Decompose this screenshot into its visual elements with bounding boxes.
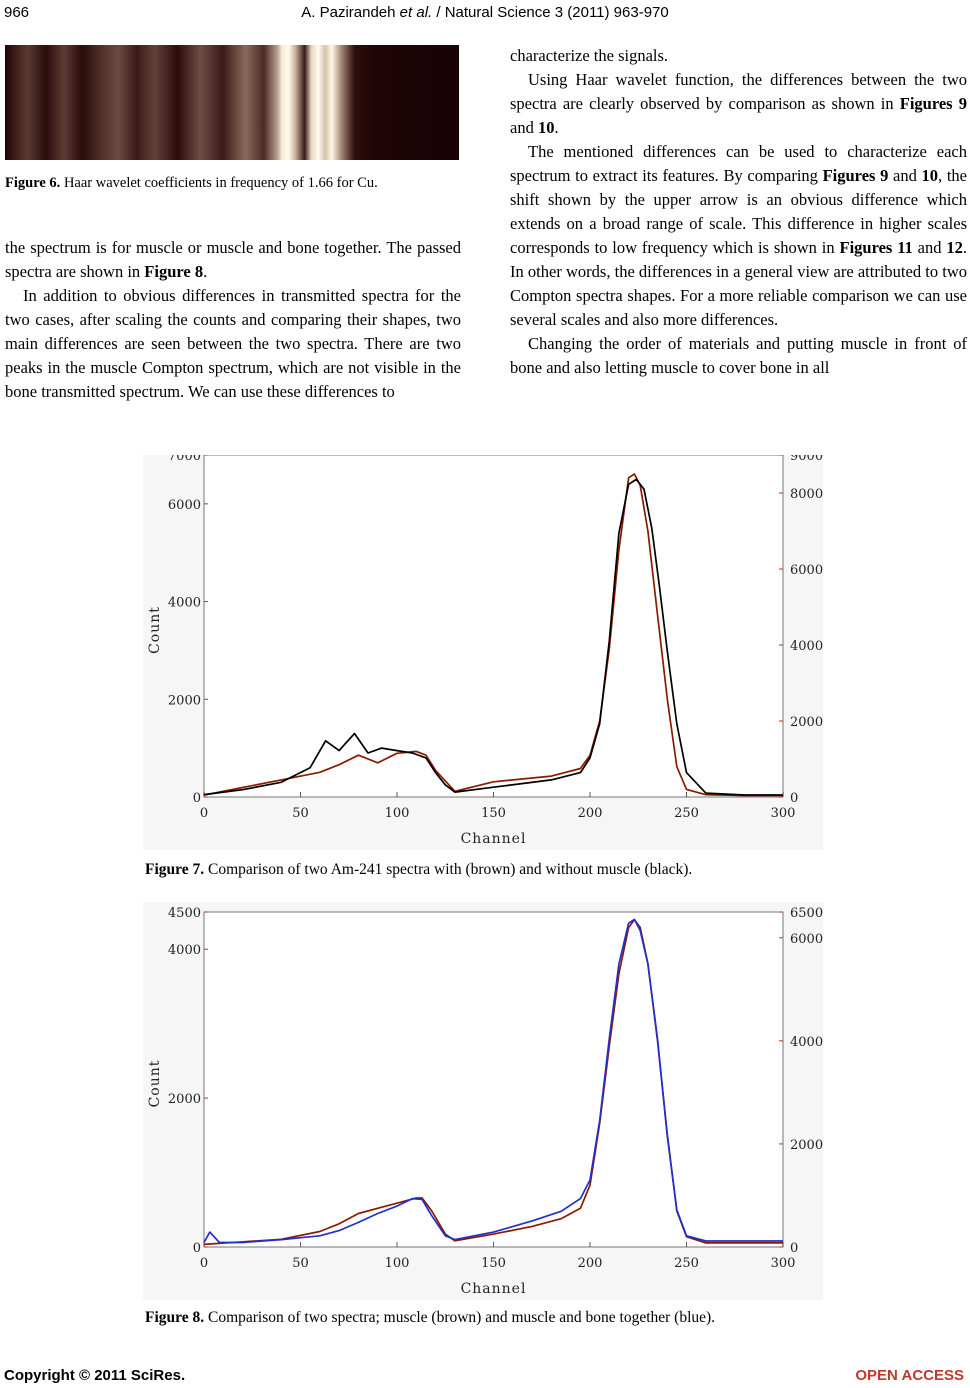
y-right-tick-label: 8000 — [790, 487, 823, 502]
x-tick-label: 300 — [770, 1256, 796, 1271]
right-p2-and2: and — [912, 238, 947, 257]
figure-6-label: Figure 6. — [5, 175, 61, 191]
y-left-tick-label: 4000 — [167, 595, 201, 611]
y-left-tick-label: 2000 — [167, 693, 201, 709]
right-p2-text-c: . In other words, the differences in a general view are attributed to two Compton spectra shapes. For a more reliable comparison we can use several scales and also more differences. — [510, 238, 967, 329]
figure-12-ref: 12 — [946, 238, 963, 257]
right-p2-text-a: The mentioned differences can be used to characterize each spectrum to extract its features. By comparing — [510, 142, 967, 185]
right-p1-end: . — [554, 118, 559, 137]
y-left-tick-label: 0 — [192, 1241, 201, 1256]
figure-9-ref: Figures 9 — [899, 94, 967, 113]
plot-frame — [204, 912, 783, 1247]
x-tick-label: 250 — [674, 806, 699, 821]
x-tick-label: 50 — [292, 1256, 309, 1271]
figure-7-label: Figure 7. — [145, 861, 205, 878]
figure-7-chart — [143, 455, 823, 850]
right-paragraph-1 — [510, 68, 967, 140]
y-right-tick-label: 0 — [790, 1241, 799, 1256]
figure-8-caption — [145, 1309, 715, 1327]
x-axis-label: Channel — [460, 831, 527, 847]
page-number: 966 — [4, 4, 30, 21]
y-left-tick-label: 2000 — [167, 1092, 201, 1108]
left-paragraph-1 — [5, 236, 461, 284]
figure-9-ref-2: Figures 9 — [822, 166, 889, 185]
right-paragraph-2 — [510, 140, 967, 332]
header-journal: / Natural Science 3 (2011) 963-970 — [432, 4, 669, 21]
y-right-tick-label: 0 — [790, 791, 799, 806]
figure-6-caption-text: Haar wavelet coefficients in frequency of 1.66 for Cu. — [60, 175, 378, 191]
x-tick-label: 100 — [384, 806, 410, 821]
right-p2-and: and — [888, 166, 922, 185]
x-tick-label: 0 — [199, 1256, 209, 1271]
y-right-tick-label: 6500 — [790, 906, 823, 921]
open-access-label: OPEN ACCESS — [855, 1367, 964, 1384]
header-etal: et al. — [399, 4, 433, 21]
x-tick-label: 200 — [577, 806, 603, 821]
figure-8-label: Figure 8. — [145, 1309, 205, 1326]
x-tick-label: 100 — [384, 1256, 410, 1271]
y-right-tick-label: 6000 — [790, 563, 823, 578]
figure-8-chart — [143, 902, 823, 1300]
figure-7-plot — [143, 455, 823, 850]
x-axis-label: Channel — [460, 1281, 527, 1297]
right-p1-text: Using Haar wavelet function, the differences between the two spectra are clearly observed by comparison as shown in — [510, 70, 967, 113]
header-authors: A. Pazirandeh — [301, 4, 400, 21]
x-tick-label: 150 — [481, 806, 506, 821]
y-left-tick-label: 4000 — [167, 943, 201, 959]
right-paragraph-3: Changing the order of materials and putting muscle in front of bone and also letting muscle to cover bone in all — [510, 334, 967, 377]
left-p1-text: the spectrum is for muscle or muscle and bone together. The passed spectra are shown in — [5, 238, 461, 281]
figure-7-caption-text: Comparison of two Am-241 spectra with (brown) and without muscle (black). — [204, 861, 693, 878]
figure-8-ref: Figure 8 — [144, 262, 204, 281]
figure-7-caption — [145, 861, 692, 879]
y-axis-label: Count — [147, 606, 163, 654]
figure-6-heatmap — [5, 45, 459, 160]
figure-10-ref-2: 10 — [921, 166, 939, 185]
left-p1-end: . — [203, 262, 208, 281]
left-paragraph-2: In addition to obvious differences in transmitted spectra for the two cases, after scaling the counts and comparing their shapes, two main differences are seen between the two spectra. There are two peaks in the muscle Compton spectrum, which are not visible in the bone transmitted spectrum. We can use these differences to — [5, 286, 461, 401]
figure-6-caption — [5, 172, 461, 194]
figure-11-ref: Figures 11 — [839, 238, 913, 257]
y-right-tick-label: 9000 — [790, 455, 823, 464]
copyright: Copyright © 2011 SciRes. — [4, 1367, 186, 1384]
y-axis-label: Count — [147, 1059, 163, 1108]
running-header — [0, 4, 970, 21]
y-right-tick-label: 4000 — [790, 639, 823, 654]
y-right-tick-label: 6000 — [790, 931, 823, 947]
x-tick-label: 250 — [674, 1256, 699, 1271]
x-tick-label: 200 — [577, 1256, 603, 1271]
y-right-tick-label: 2000 — [790, 715, 823, 730]
right-p1-and: and — [510, 118, 538, 137]
x-tick-label: 50 — [292, 806, 309, 821]
right-paragraph-0: characterize the signals. — [510, 46, 669, 65]
figure-8-caption-text: Comparison of two spectra; muscle (brown) and muscle and bone together (blue). — [204, 1309, 716, 1326]
right-column — [510, 44, 967, 380]
y-left-tick-label: 0 — [192, 791, 201, 806]
figure-8-plot — [143, 902, 823, 1300]
x-tick-label: 0 — [199, 806, 209, 821]
plot-frame — [204, 455, 783, 797]
x-tick-label: 150 — [481, 1256, 506, 1271]
right-p2-text-b: , the shift shown by the upper arrow is an obvious difference which extends on a broad range of scale. This difference in higher scales corresponds to low frequency which is shown in — [510, 166, 967, 257]
y-right-tick-label: 2000 — [790, 1137, 823, 1153]
y-left-tick-label: 6000 — [167, 497, 201, 513]
y-right-tick-label: 4000 — [790, 1034, 823, 1050]
y-left-tick-label: 7000 — [167, 455, 201, 464]
figure-10-ref: 10 — [537, 118, 555, 137]
left-column — [5, 236, 461, 404]
y-left-tick-label: 4500 — [167, 906, 201, 921]
x-tick-label: 300 — [770, 806, 796, 821]
